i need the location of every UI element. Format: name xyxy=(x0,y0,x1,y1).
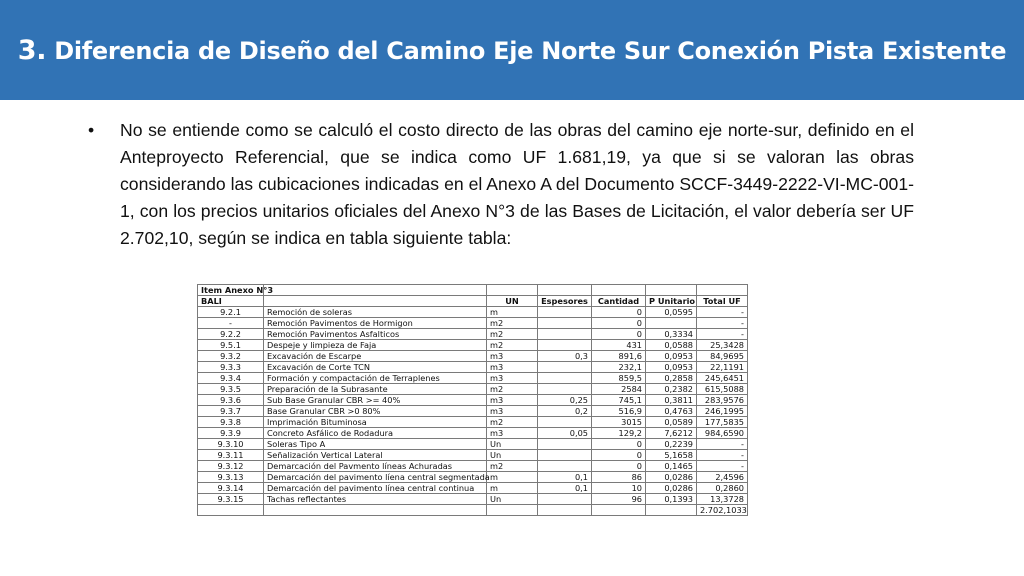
cell-total: - xyxy=(697,439,748,450)
cell-item: 9.3.3 xyxy=(198,362,264,373)
cell-total: - xyxy=(697,461,748,472)
cell-un: Un xyxy=(487,450,538,461)
header-cantidad: Cantidad xyxy=(592,296,646,307)
cell-item: 9.3.10 xyxy=(198,439,264,450)
cell-cantidad: 891,6 xyxy=(592,351,646,362)
cell-cantidad: 0 xyxy=(592,307,646,318)
cell-un: m2 xyxy=(487,340,538,351)
table-row xyxy=(198,307,748,318)
cell-item: 9.3.12 xyxy=(198,461,264,472)
cell-item: 9.3.13 xyxy=(198,472,264,483)
cell-un: m2 xyxy=(487,461,538,472)
cell-un: m2 xyxy=(487,329,538,340)
cell-p-unitario: 0,3334 xyxy=(646,329,697,340)
cell-item: 9.2.1 xyxy=(198,307,264,318)
cell-un: m xyxy=(487,307,538,318)
cell-espesor xyxy=(538,494,592,505)
cell-total: 283,9576 xyxy=(697,395,748,406)
cell-p-unitario: 0,3811 xyxy=(646,395,697,406)
cell-p-unitario: 0,0286 xyxy=(646,483,697,494)
title-bar xyxy=(0,0,1024,100)
slide-number: 3. xyxy=(17,34,47,66)
cell-total: 2,4596 xyxy=(697,472,748,483)
cell-espesor: 0,1 xyxy=(538,472,592,483)
slide-title xyxy=(18,35,1007,66)
cell-espesor xyxy=(538,362,592,373)
cell-total: 245,6451 xyxy=(697,373,748,384)
table-row xyxy=(198,406,748,417)
header-total-uf: Total UF xyxy=(697,296,748,307)
cell-espesor xyxy=(538,373,592,384)
table-header-row-1 xyxy=(198,285,748,296)
cost-table xyxy=(197,284,748,516)
cell-cantidad: 96 xyxy=(592,494,646,505)
header-espesores: Espesores xyxy=(538,296,592,307)
cell-p-unitario: 0,0588 xyxy=(646,340,697,351)
cell-espesor xyxy=(538,417,592,428)
cell-total: - xyxy=(697,450,748,461)
cell-p-unitario: 0,4763 xyxy=(646,406,697,417)
cell-cantidad: 859,5 xyxy=(592,373,646,384)
cell-p-unitario: 0,0589 xyxy=(646,417,697,428)
cell-item: 9.3.2 xyxy=(198,351,264,362)
cell-description: Demarcación del Pavmento líneas Achuradas xyxy=(264,461,487,472)
cell-description: Sub Base Granular CBR >= 40% xyxy=(264,395,487,406)
cell-espesor xyxy=(538,461,592,472)
cell-item: 9.3.7 xyxy=(198,406,264,417)
cell-cantidad: 0 xyxy=(592,318,646,329)
table-row xyxy=(198,340,748,351)
cell-total: 246,1995 xyxy=(697,406,748,417)
cell-espesor xyxy=(538,307,592,318)
table-row xyxy=(198,384,748,395)
cell-item: 9.3.9 xyxy=(198,428,264,439)
cell-un: m3 xyxy=(487,428,538,439)
cell-cantidad: 431 xyxy=(592,340,646,351)
cell-item: 9.3.8 xyxy=(198,417,264,428)
cell-description: Remoción de soleras xyxy=(264,307,487,318)
cell-description: Formación y compactación de Terraplenes xyxy=(264,373,487,384)
cell-un: m3 xyxy=(487,351,538,362)
cell-total: - xyxy=(697,329,748,340)
cell-espesor xyxy=(538,329,592,340)
cell-p-unitario: 7,6212 xyxy=(646,428,697,439)
table-row xyxy=(198,439,748,450)
cell-description: Soleras Tipo A xyxy=(264,439,487,450)
table-row xyxy=(198,373,748,384)
cell-p-unitario: 0,0286 xyxy=(646,472,697,483)
cell-description: Remoción Pavimentos Asfalticos xyxy=(264,329,487,340)
table-row xyxy=(198,362,748,373)
cell-un: m xyxy=(487,483,538,494)
cell-total: 984,6590 xyxy=(697,428,748,439)
cell-un: m2 xyxy=(487,318,538,329)
cell-espesor xyxy=(538,340,592,351)
table-row xyxy=(198,329,748,340)
cell-description: Tachas reflectantes xyxy=(264,494,487,505)
cell-cantidad: 232,1 xyxy=(592,362,646,373)
cell-description: Excavación de Corte TCN xyxy=(264,362,487,373)
cell-description: Imprimación Bituminosa xyxy=(264,417,487,428)
header-bali: BALI xyxy=(198,296,264,307)
paragraph: No se entiende como se calculó el costo directo de las obras del camino eje norte-sur, definido en el Anteproyecto Referencial, que se indica como UF 1.681,19, ya que si se valoran las obras considerando las cubicaciones indicadas en el Anexo A del Documento SCCF-3449-2222-VI-MC-001-1, con los precios unitarios oficiales del Anexo N°3 de las Bases de Licitación, el valor debería ser UF 2.702,10, según se indica en tabla siguiente tabla: xyxy=(120,120,914,248)
cell-total: 22,1191 xyxy=(697,362,748,373)
cell-espesor: 0,3 xyxy=(538,351,592,362)
cell-item: 9.3.4 xyxy=(198,373,264,384)
cell-espesor: 0,1 xyxy=(538,483,592,494)
cell-item: 9.3.11 xyxy=(198,450,264,461)
cell-un: m2 xyxy=(487,417,538,428)
cell-total: - xyxy=(697,307,748,318)
cell-total: 615,5088 xyxy=(697,384,748,395)
table-row xyxy=(198,494,748,505)
cell-p-unitario: 0,2239 xyxy=(646,439,697,450)
cell-total: 25,3428 xyxy=(697,340,748,351)
body-text xyxy=(88,117,914,252)
header-blank xyxy=(264,285,487,296)
cell-description: Concreto Asfálico de Rodadura xyxy=(264,428,487,439)
table-total-row xyxy=(198,505,748,516)
cell-cantidad: 745,1 xyxy=(592,395,646,406)
cell-description: Preparación de la Subrasante xyxy=(264,384,487,395)
cell-un: m2 xyxy=(487,384,538,395)
cell-item: 9.3.5 xyxy=(198,384,264,395)
cell-un: m3 xyxy=(487,362,538,373)
cell-p-unitario xyxy=(646,318,697,329)
cell-cantidad: 0 xyxy=(592,461,646,472)
table-row xyxy=(198,483,748,494)
cell-total: - xyxy=(697,318,748,329)
cell-p-unitario: 0,2858 xyxy=(646,373,697,384)
table-row xyxy=(198,395,748,406)
cell-cantidad: 2584 xyxy=(592,384,646,395)
cell-un: m3 xyxy=(487,395,538,406)
cell-cantidad: 129,2 xyxy=(592,428,646,439)
cell-item: 9.2.2 xyxy=(198,329,264,340)
cell-espesor xyxy=(538,450,592,461)
cell-un: m3 xyxy=(487,373,538,384)
cell-cantidad: 0 xyxy=(592,329,646,340)
table-row xyxy=(198,417,748,428)
cell-description: Base Granular CBR >0 80% xyxy=(264,406,487,417)
cell-p-unitario: 0,2382 xyxy=(646,384,697,395)
cell-espesor xyxy=(538,439,592,450)
cell-espesor xyxy=(538,384,592,395)
header-item: Item Anexo N°3 xyxy=(198,285,264,296)
cell-item: 9.3.14 xyxy=(198,483,264,494)
table-total: 2.702,1033 xyxy=(697,505,748,516)
cell-item: 9.3.15 xyxy=(198,494,264,505)
table-row xyxy=(198,318,748,329)
cell-un: m3 xyxy=(487,406,538,417)
cell-espesor: 0,25 xyxy=(538,395,592,406)
cell-espesor: 0,2 xyxy=(538,406,592,417)
table-row xyxy=(198,351,748,362)
cell-cantidad: 516,9 xyxy=(592,406,646,417)
cell-un: Un xyxy=(487,494,538,505)
table-row xyxy=(198,428,748,439)
table-row xyxy=(198,472,748,483)
cell-item: 9.5.1 xyxy=(198,340,264,351)
cell-cantidad: 0 xyxy=(592,439,646,450)
cell-description: Demarcación del pavimento líena central segmentada xyxy=(264,472,487,483)
cell-espesor: 0,05 xyxy=(538,428,592,439)
cell-p-unitario: 0,0953 xyxy=(646,351,697,362)
cell-un: m xyxy=(487,472,538,483)
table-header-row-2 xyxy=(198,296,748,307)
cell-p-unitario: 5,1658 xyxy=(646,450,697,461)
cell-p-unitario: 0,0953 xyxy=(646,362,697,373)
table-row xyxy=(198,461,748,472)
cell-description: Señalización Vertical Lateral xyxy=(264,450,487,461)
bullet-icon: • xyxy=(88,120,95,140)
cell-total: 84,9695 xyxy=(697,351,748,362)
cell-description: Excavación de Escarpe xyxy=(264,351,487,362)
table-row xyxy=(198,450,748,461)
cell-espesor xyxy=(538,318,592,329)
header-un: UN xyxy=(487,296,538,307)
cell-item: 9.3.6 xyxy=(198,395,264,406)
cell-description: Remoción Pavimentos de Hormigon xyxy=(264,318,487,329)
slide-title-text: Diferencia de Diseño del Camino Eje Norte Sur Conexión Pista Existente xyxy=(54,36,1007,65)
cell-cantidad: 0 xyxy=(592,450,646,461)
cell-p-unitario: 0,0595 xyxy=(646,307,697,318)
cell-description: Despeje y limpieza de Faja xyxy=(264,340,487,351)
header-p-unitario: P Unitario xyxy=(646,296,697,307)
cell-un: Un xyxy=(487,439,538,450)
cell-total: 0,2860 xyxy=(697,483,748,494)
table-body xyxy=(198,307,748,505)
cell-cantidad: 3015 xyxy=(592,417,646,428)
cell-total: 177,5835 xyxy=(697,417,748,428)
cell-total: 13,3728 xyxy=(697,494,748,505)
cell-p-unitario: 0,1465 xyxy=(646,461,697,472)
cell-p-unitario: 0,1393 xyxy=(646,494,697,505)
cell-description: Demarcación del pavimento línea central continua xyxy=(264,483,487,494)
cell-cantidad: 86 xyxy=(592,472,646,483)
cell-item: - xyxy=(198,318,264,329)
cell-cantidad: 10 xyxy=(592,483,646,494)
